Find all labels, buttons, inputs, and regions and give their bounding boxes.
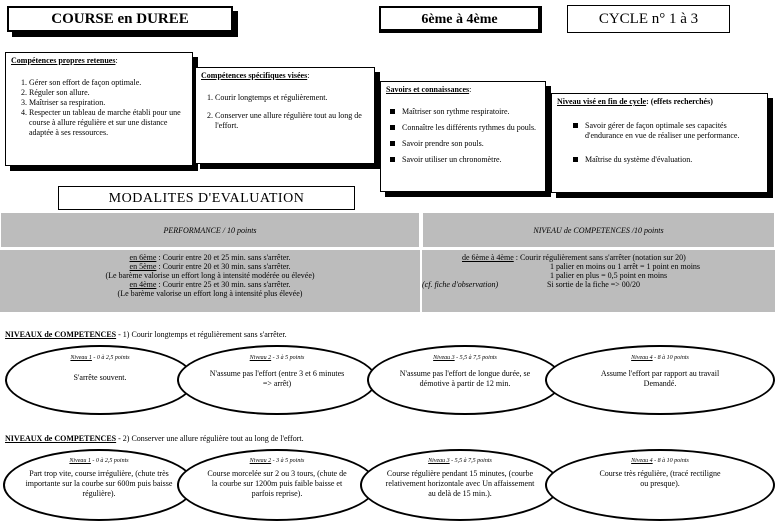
niveau-competences-header: NIVEAU de COMPETENCES /10 points [422, 212, 775, 248]
cycle-box [567, 5, 730, 33]
niveau-vise-box [551, 93, 768, 193]
niveau-4-ellipse: Niveau 4 - 8 à 10 points Course très régulière, (tracé rectiligne ou presque). [545, 449, 775, 521]
niveau-2-ellipse: Niveau 2 - 3 à 5 points N'assume pas l'effort (entre 3 et 6 minutes => arrêt) [177, 345, 377, 415]
list-item: Savoir prendre son pouls. [396, 139, 540, 149]
performance-line: (Le barème valorise un effort long à intensité plus élevée) [117, 289, 303, 298]
niveau-3-ellipse: Niveau 3 - 5,5 à 7,5 points Course régulière pendant 15 minutes, (courbe relativement horizontale avec Un affaissement au delà de 15 min.). [360, 449, 560, 521]
competences-specifiques-title: Compétences spécifiques visées: [201, 71, 310, 80]
competences-specifiques-box [195, 67, 375, 164]
niveau-1-ellipse: Niveau 1 - 0 à 2,5 points Part trop vite, course irrégulière, (chute très importante sur la courbe sur 600m puis baisse régulière). [3, 449, 195, 521]
niveaux-2-title: NIVEAUX de COMPETENCES - 2) Conserver une allure régulière tout au long de l'effort. [5, 434, 304, 443]
level-label: 6ème à 4ème [421, 12, 498, 27]
list-item: 1. Courir longtemps et régulièrement. [215, 93, 369, 103]
niveaux-1-title: NIVEAUX de COMPETENCES - 1) Courir longtemps et régulièrement sans s'arrêter. [5, 330, 287, 339]
list-item: Maîtriser son rythme respiratoire. [396, 107, 540, 117]
performance-line: en 6ème : Courir entre 20 et 25 min. sans s'arrêter. [129, 253, 291, 262]
performance-body [0, 250, 420, 312]
level-box [379, 6, 542, 33]
savoirs-box [380, 81, 546, 192]
niveau-4-ellipse: Niveau 4 - 8 à 10 points Assume l'effort par rapport au travail Demandé. [545, 345, 775, 415]
list-item: 1. Gérer son effort de façon optimale. [29, 78, 187, 88]
list-item: 4. Respecter un tableau de marche établi pour une course à allure régulière et sur une distance adaptée à ses ressources. [29, 108, 187, 138]
savoirs-title: Savoirs et connaissances: [386, 85, 472, 94]
cycle-label: CYCLE n° 1 à 3 [598, 11, 699, 27]
niveau-2-ellipse: Niveau 2 - 3 à 5 points Course morcelée sur 2 ou 3 tours, (chute de la courbe sur 1200m puis faible baisse et parfois reprise). [177, 449, 377, 521]
modalites-box [58, 186, 355, 210]
competences-propres-box [5, 52, 193, 166]
nc-line: (cf. fiche d'observation) Si sortie de la fiche => 00/20 [422, 280, 641, 289]
nc-line: de 6ème à 4ème : Courir régulièrement sans s'arrêter (notation sur 20) [462, 253, 686, 262]
nc-line: 1 palier en moins ou 1 arrêt = 1 point en moins [550, 262, 701, 271]
list-item: 2. Réguler son allure. [29, 88, 187, 98]
niveau-3-ellipse: Niveau 3 - 5,5 à 7,5 points N'assume pas l'effort de longue durée, se démotive à partir de 12 min. [367, 345, 563, 415]
performance-header: PERFORMANCE / 10 points [0, 212, 420, 248]
list-item: 2. Conserver une allure régulière tout au long de l'effort. [215, 111, 369, 131]
niveau-competences-body [422, 250, 775, 312]
list-item: Savoir utiliser un chronomètre. [396, 155, 540, 165]
list-item: Savoir gérer de façon optimale ses capacités d'endurance en vue de réaliser une performance. [579, 121, 762, 141]
list-item: Maîtrise du système d'évaluation. [579, 155, 762, 165]
nc-line: 1 palier en plus = 0,5 point en moins [550, 271, 668, 280]
page-title: COURSE en DUREE [51, 11, 189, 27]
competences-propres-title: Compétences propres retenues: [11, 56, 118, 65]
performance-line: (Le barème valorise un effort long à intensité modérée ou élevée) [105, 271, 315, 280]
niveau-vise-title: Niveau visé en fin de cycle: (effets recherchés) [557, 97, 713, 106]
title-box [7, 6, 233, 32]
performance-line: en 4ème : Courir entre 25 et 30 min. sans s'arrêter. [129, 280, 291, 289]
list-item: 3. Maîtriser sa respiration. [29, 98, 187, 108]
list-item: Connaître les différents rythmes du pouls. [396, 123, 540, 133]
niveau-1-ellipse: Niveau 1 - 0 à 2,5 points S'arrête souvent. [5, 345, 195, 415]
modalites-title: MODALITES D'EVALUATION [108, 191, 305, 206]
performance-line: en 5ème : Courir entre 20 et 30 min. sans s'arrêter. [129, 262, 291, 271]
